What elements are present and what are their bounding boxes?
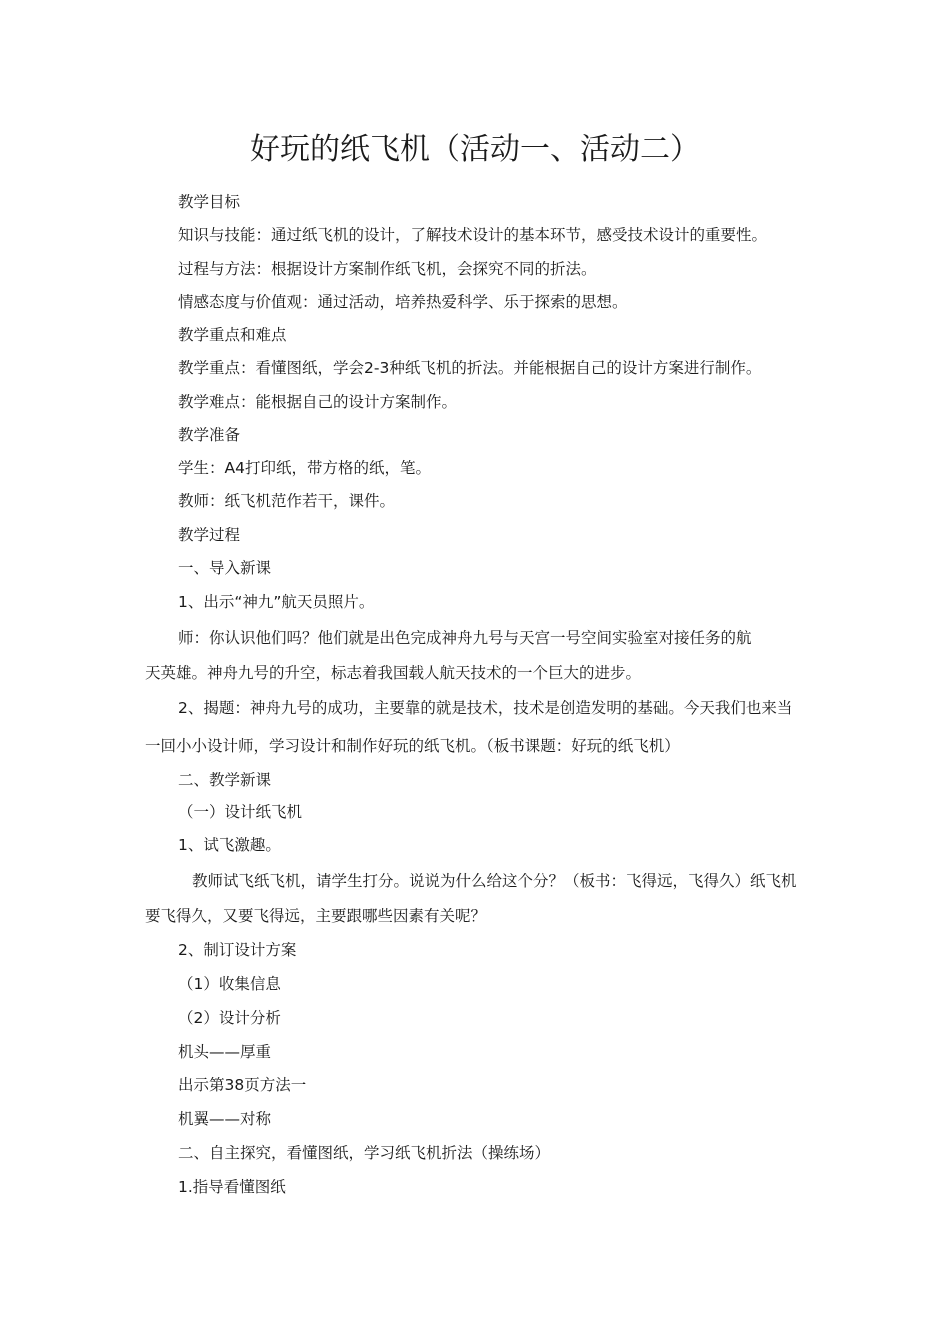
paragraph-line: 学生：A4打印纸，带方格的纸，笔。 (178, 459, 431, 477)
paragraph-line: 要飞得久，又要飞得远，主要跟哪些因素有关呢？ (145, 907, 487, 925)
paragraph-line: 教师试飞纸飞机，请学生打分。说说为什么给这个分？（板书：飞得远，飞得久）纸飞机 (192, 872, 797, 890)
paragraph-line: 二、自主探究，看懂图纸，学习纸飞机折法（操练场） (178, 1144, 551, 1162)
paragraph-line: 过程与方法：根据设计方案制作纸飞机，会探究不同的折法。 (178, 260, 597, 278)
paragraph-line: （一）设计纸飞机 (178, 803, 303, 821)
paragraph-line: 知识与技能：通过纸飞机的设计，了解技术设计的基本环节，感受技术设计的重要性。 (178, 226, 768, 244)
paragraph-line: 2、揭题：神舟九号的成功，主要靠的就是技术，技术是创造发明的基础。今天我们也来当 (178, 699, 793, 717)
paragraph-line: 师：你认识他们吗？他们就是出色完成神舟九号与天宫一号空间实验室对接任务的航 (178, 629, 752, 647)
document-title: 好玩的纸飞机（活动一、活动二） (250, 132, 700, 167)
paragraph-line: 1.指导看懂图纸 (178, 1178, 286, 1196)
paragraph-line: 1、试飞激趣。 (178, 836, 281, 854)
paragraph-line: 1、出示“神九”航天员照片。 (178, 593, 375, 611)
paragraph-line: 教学重点和难点 (178, 326, 287, 344)
paragraph-line: 二、教学新课 (178, 771, 272, 789)
paragraph-line: （2）设计分析 (178, 1009, 281, 1027)
paragraph-line: 教师：纸飞机范作若干，课件。 (178, 492, 396, 510)
paragraph-line: 教学准备 (178, 426, 241, 444)
paragraph-line: 一、导入新课 (178, 559, 272, 577)
paragraph-line: （1）收集信息 (178, 975, 281, 993)
paragraph-line: 机翼——对称 (178, 1110, 272, 1128)
paragraph-line: 教学难点：能根据自己的设计方案制作。 (178, 393, 458, 411)
paragraph-line: 教学重点：看懂图纸，学会2-3种纸飞机的折法。并能根据自己的设计方案进行制作。 (178, 359, 762, 377)
paragraph-line: 2、制订设计方案 (178, 941, 297, 959)
paragraph-line: 教学过程 (178, 526, 241, 544)
paragraph-line: 出示第38页方法一 (178, 1076, 307, 1094)
paragraph-line: 情感态度与价值观：通过活动，培养热爱科学、乐于探索的思想。 (178, 293, 628, 311)
paragraph-line: 教学目标 (178, 193, 241, 211)
paragraph-line: 一回小小设计师，学习设计和制作好玩的纸飞机。（板书课题：好玩的纸飞机） (145, 737, 680, 755)
paragraph-line: 机头——厚重 (178, 1043, 272, 1061)
paragraph-line: 天英雄。神舟九号的升空，标志着我国载人航天技术的一个巨大的进步。 (145, 664, 642, 682)
